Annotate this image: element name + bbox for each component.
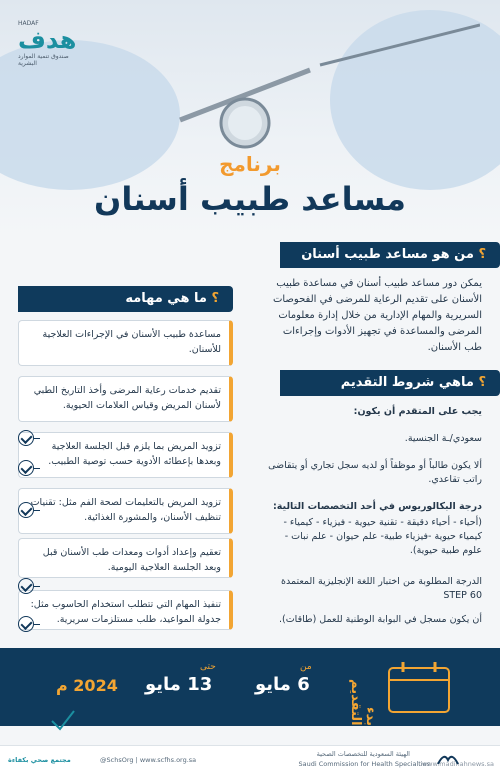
task-card: مساعدة طبيب الأسنان في الإجراءات العلاجية للأسنان. xyxy=(18,320,233,366)
task-card: تعقيم وإعداد أدوات ومعدات طب الأسنان قبل وبعد الجلسة العلاجية اليومية. xyxy=(18,538,233,578)
check-connector xyxy=(34,438,40,439)
hadaf-logo xyxy=(18,20,88,67)
from-date: 6 مايو xyxy=(255,674,310,695)
task-card: تزويد المريض بالتعليمات لصحة الفم مثل: تقنيات تنظيف الأسنان، والمشورة الغذائية. xyxy=(18,488,233,534)
footer-tagline: مجتمع صحي بكفاءة xyxy=(8,756,71,764)
about-text: يمكن دور مساعد طبيب أسنان في مساعدة طبيب الأسنان على تقديم الرعاية للمرضى في الفحوصات السريرية والمهام الإدارية من خلال إدارة معلومات المرضى والمساعدة في تجهيز الأدوات وإجراءات طب الأسنان. xyxy=(272,278,482,353)
calendar-icon xyxy=(385,658,455,716)
conditions-heading-text: ماهي شروط التقديم xyxy=(340,375,474,390)
check-icon xyxy=(18,578,34,594)
check-connector xyxy=(34,624,40,625)
check-connector xyxy=(34,510,40,511)
condition-item: ألا يكون طالباً أو موظفاً أو لديه سجل تجاري أو يتقاضى راتب تقاعدي. xyxy=(268,460,482,485)
checkmark-decoration-icon xyxy=(48,705,78,735)
check-icon xyxy=(18,502,34,518)
condition-item: درجة البكالوريوس في أحد التخصصات التالية: xyxy=(273,501,482,512)
task-card: تقديم خدمات رعاية المرضى وأخذ التاريخ الطبي لأسنان المريض وقياس العلامات الحيوية. xyxy=(18,376,233,422)
program-label: برنامج xyxy=(219,152,281,176)
check-icon xyxy=(18,430,34,446)
logo-main-text: هدف xyxy=(18,26,77,54)
to-label: حتى xyxy=(200,662,216,672)
about-heading xyxy=(280,242,500,268)
check-connector xyxy=(34,468,40,469)
condition-item: الدرجة المطلوبة من اختبار اللغة الإنجليزية المعتمدة STEP 60 xyxy=(281,576,482,601)
from-label: من xyxy=(300,662,312,672)
conditions-intro: يجب على المتقدم أن يكون: xyxy=(353,406,482,417)
to-date: 13 مايو xyxy=(145,674,213,695)
scfhs-logo-icon xyxy=(436,750,460,768)
about-heading-text: من هو مساعد طبيب أسنان xyxy=(301,247,474,262)
condition-item-majors: (أحياء - أحياء دقيقة - تقنية حيوية - فيزياء - كيمياء - كيمياء حيوية -فيزياء طبية- علم حيوان - علم نبات - علوم طبية حيوية). xyxy=(283,517,482,556)
check-connector xyxy=(34,586,40,587)
conditions-heading xyxy=(280,370,500,396)
page-title: مساعد طبيب أسنان xyxy=(94,180,406,218)
condition-item: سعودي/ـة الجنسية. xyxy=(404,433,482,444)
question-icon: ؟ xyxy=(478,375,486,390)
org-name-ar: الهيئة السعودية للتخصصات الصحية xyxy=(316,750,410,758)
org-name-en: Saudi Commission for Health Specialties xyxy=(298,760,430,768)
tasks-heading-text: ما هي مهامه xyxy=(125,291,207,306)
check-icon xyxy=(18,460,34,476)
check-icon xyxy=(18,616,34,632)
year: 2024 م xyxy=(56,676,118,695)
dental-tools-icon xyxy=(60,20,480,160)
question-icon: ؟ xyxy=(478,247,486,262)
task-card: تزويد المريض بما يلزم قبل الجلسة العلاجية وبعدها بإعطائه الأدوية حسب توصية الطبيب. xyxy=(18,432,233,478)
watermark: www.madinahnews.sa xyxy=(421,760,494,768)
question-icon: ؟ xyxy=(211,291,219,306)
logo-small-top: HADAF xyxy=(18,20,39,27)
footer xyxy=(0,745,500,777)
logo-small-bottom: صندوق تنمية الموارد البشرية xyxy=(18,53,69,67)
task-card: تنفيذ المهام التي تتطلب استخدام الحاسوب مثل: جدولة المواعيد، طلب مستلزمات سريرية. xyxy=(18,590,233,630)
tasks-heading xyxy=(18,286,233,312)
apply-start-label: بدء التقديم xyxy=(348,679,378,726)
social-handles: @SchsOrg | www.scfhs.org.sa xyxy=(100,756,197,764)
condition-item: أن يكون مسجل في البوابة الوطنية للعمل (طاقات). xyxy=(279,614,482,625)
